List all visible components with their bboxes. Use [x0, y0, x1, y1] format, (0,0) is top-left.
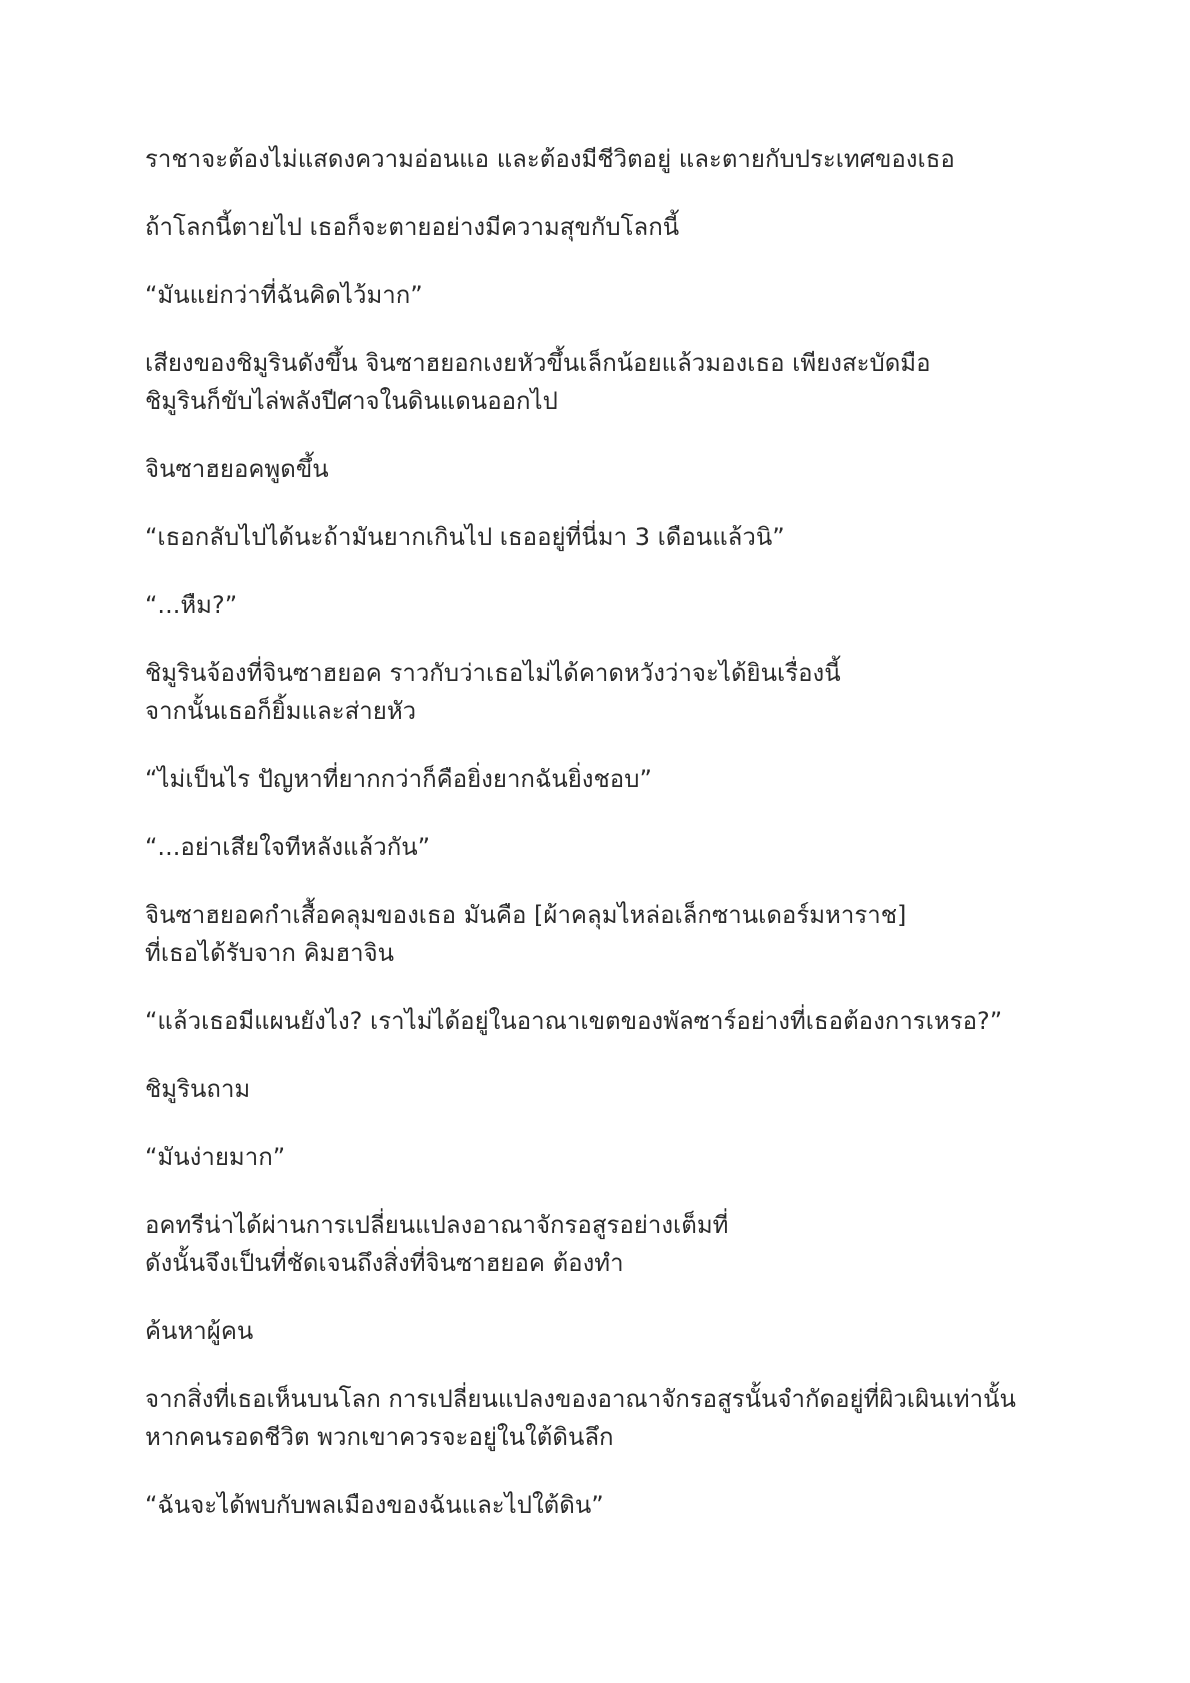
paragraph	[145, 208, 1105, 246]
text-line: เสียงของชิมูรินดังขึ้น จินซาฮยอกเงยหัวขึ้นเล็กน้อยแล้วมองเธอ เพียงสะบัดมือ	[145, 349, 931, 377]
paragraph	[145, 140, 1105, 178]
text-line: “...หืม?”	[145, 591, 238, 619]
text-line: ค้นหาผู้คน	[145, 1317, 254, 1345]
paragraph	[145, 276, 1105, 314]
paragraph	[145, 1206, 1105, 1282]
text-line: “เธอกลับไปได้นะถ้ามันยากเกินไป เธออยู่ที่นี่มา 3 เดือนแล้วนิ”	[145, 523, 785, 551]
text-line: จากนั้นเธอก็ยิ้มและส่ายหัว	[145, 697, 417, 725]
text-line: “แล้วเธอมีแผนยังไง? เราไม่ได้อยู่ในอาณาเขตของพัลซาร์อย่างที่เธอต้องการเหรอ?”	[145, 1007, 1003, 1035]
paragraph	[145, 1312, 1105, 1350]
paragraph	[145, 896, 1105, 972]
text-line: “มันแย่กว่าที่ฉันคิดไว้มาก”	[145, 281, 423, 309]
document-body	[145, 140, 1105, 1554]
text-line: จินซาฮยอคพูดขึ้น	[145, 455, 329, 483]
text-line: ชิมูรินถาม	[145, 1075, 251, 1103]
text-line: “ฉันจะได้พบกับพลเมืองของฉันและไปใต้ดิน”	[145, 1491, 604, 1519]
paragraph	[145, 1486, 1105, 1524]
paragraph	[145, 344, 1105, 420]
text-line: ราชาจะต้องไม่แสดงความอ่อนแอ และต้องมีชีวิตอยู่ และตายกับประเทศของเธอ	[145, 145, 955, 173]
text-line: ชิมูรินจ้องที่จินซาฮยอค ราวกับว่าเธอไม่ได้คาดหวังว่าจะได้ยินเรื่องนี้	[145, 659, 841, 687]
paragraph	[145, 450, 1105, 488]
text-line: จินซาฮยอคกำเสื้อคลุมของเธอ มันคือ [ผ้าคลุมไหล่อเล็กซานเดอร์มหาราช]	[145, 901, 907, 929]
text-line: ดังนั้นจึงเป็นที่ชัดเจนถึงสิ่งที่จินซาฮยอค ต้องทำ	[145, 1249, 624, 1277]
text-line: ชิมูรินก็ขับไล่พลังปีศาจในดินแดนออกไป	[145, 387, 558, 415]
paragraph	[145, 760, 1105, 798]
paragraph	[145, 1380, 1105, 1456]
text-line: จากสิ่งที่เธอเห็นบนโลก การเปลี่ยนแปลงของอาณาจักรอสูรนั้นจำกัดอยู่ที่ผิวเผินเท่านั้น	[145, 1385, 1016, 1413]
paragraph	[145, 518, 1105, 556]
paragraph	[145, 828, 1105, 866]
text-line: “ไม่เป็นไร ปัญหาที่ยากกว่าก็คือยิ่งยากฉันยิ่งชอบ”	[145, 765, 652, 793]
text-line: ถ้าโลกนี้ตายไป เธอก็จะตายอย่างมีความสุขกับโลกนี้	[145, 213, 680, 241]
paragraph	[145, 1138, 1105, 1176]
text-line: อคทรีน่าได้ผ่านการเปลี่ยนแปลงอาณาจักรอสูรอย่างเต็มที่	[145, 1211, 729, 1239]
text-line: ที่เธอได้รับจาก คิมฮาจิน	[145, 939, 395, 967]
paragraph	[145, 1002, 1105, 1040]
text-line: “...อย่าเสียใจทีหลังแล้วกัน”	[145, 833, 431, 861]
paragraph	[145, 654, 1105, 730]
text-line: “มันง่ายมาก”	[145, 1143, 286, 1171]
paragraph	[145, 586, 1105, 624]
text-line: หากคนรอดชีวิต พวกเขาควรจะอยู่ในใต้ดินลึก	[145, 1423, 614, 1451]
paragraph	[145, 1070, 1105, 1108]
